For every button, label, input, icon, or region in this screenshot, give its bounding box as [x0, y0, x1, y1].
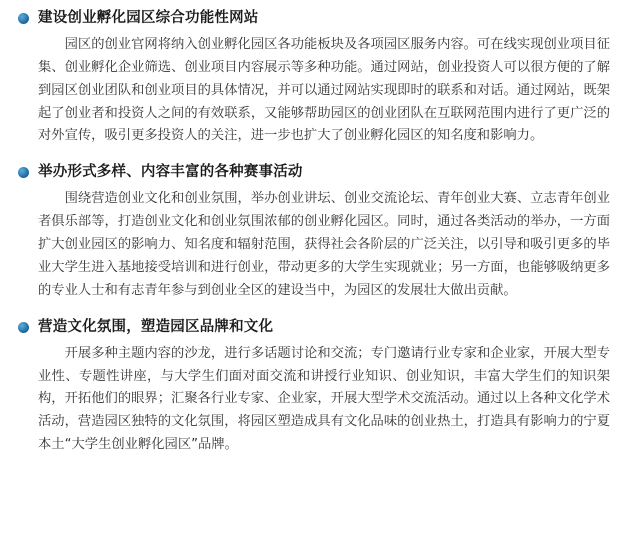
section-body: 开展多种主题内容的沙龙，进行多话题讨论和交流；专门邀请行业专家和企业家，开展大型专业性、专题性讲座，与大学生们面对面交流和讲授行业知识、创业知识，丰富大学生们的知识架构，开拓他们的眼界；汇聚各行业专家、企业家，开展大型学术交流活动。通过以上各种文化学术活动，营造园区独特的文化氛围，将园区塑造成具有文化品味的创业热土，打造具有影响力的宁夏本土“大学生创业孵化园区”品牌。	[38, 345, 610, 453]
bullet-dot-icon	[18, 167, 29, 178]
content-section-2	[18, 162, 612, 302]
section-body: 园区的创业官网将纳入创业孵化园区各功能板块及各项园区服务内容。可在线实现创业项目征集、创业孵化企业筛选、创业项目内容展示等多种功能。通过网站，创业投资人可以很方便的了解到园区创业团队和创业项目的具体情况，并可以通过网站实现即时的联系和对话。通过网站，既架起了创业者和投资人之间的有效联系，又能够帮助园区的创业团队在互联网范围内进行了更广泛的对外宣传，吸引更多投资人的关注，进一步也扩大了创业孵化园区的知名度和影响力。	[38, 37, 610, 144]
section-heading-row	[18, 162, 612, 183]
content-section-1	[18, 8, 612, 148]
section-heading-row	[18, 8, 612, 29]
section-heading: 建设创业孵化园区综合功能性网站	[38, 10, 259, 26]
section-heading: 营造文化氛围，塑造园区品牌和文化	[38, 318, 274, 335]
section-heading: 举办形式多样、内容丰富的各种赛事活动	[38, 164, 303, 181]
section-body: 围绕营造创业文化和创业氛围，举办创业讲坛、创业交流论坛、青年创业大赛、立志青年创业者俱乐部等，打造创业文化和创业氛围浓郁的创业孵化园区。同时，通过各类活动的举办，一方面扩大创业园区的影响力、知名度和辐射范围，获得社会各阶层的广泛关注，以引导和吸引更多的毕业大学生进入基地接受培训和进行创业，带动更多的大学生实现就业；另一方面，也能够吸纳更多的专业人士和有志青年参与到创业全区的建设当中，为园区的发展壮大做出贡献。	[38, 191, 610, 298]
content-section-3	[18, 317, 612, 457]
bullet-dot-icon	[18, 13, 29, 24]
bullet-dot-icon	[18, 322, 29, 333]
section-heading-row	[18, 317, 612, 338]
